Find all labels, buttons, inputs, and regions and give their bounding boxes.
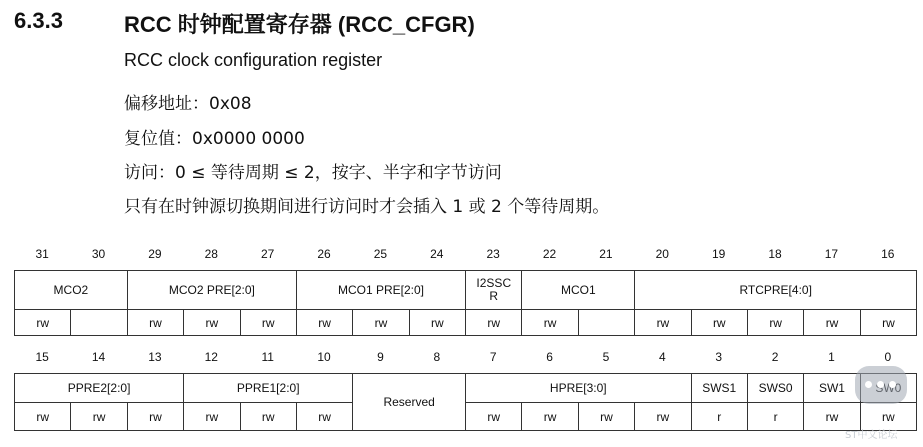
watermark-caption: ST中文论坛 xyxy=(845,430,898,441)
access-cell: rw xyxy=(15,403,71,431)
field-cell: MCO1 PRE[2:0] xyxy=(296,271,465,310)
bit-number: 1 xyxy=(828,350,835,364)
bit-number: 0 xyxy=(884,350,892,364)
access-cell: rw xyxy=(466,403,522,431)
bit-number: 18 xyxy=(768,247,782,261)
access-cell: rw xyxy=(804,403,860,431)
bit-number: 9 xyxy=(377,350,384,364)
field-cell: SWS1 xyxy=(691,374,747,403)
access-cell: rw xyxy=(466,310,522,336)
bit-number: 25 xyxy=(373,247,388,261)
access-cell: rw xyxy=(747,310,803,336)
offset-address-line: 偏移地址：0x08 xyxy=(124,94,252,114)
access-cell: rw xyxy=(522,403,578,431)
access-cell: rw xyxy=(409,310,465,336)
bit-number: 19 xyxy=(712,247,726,261)
field-cell: SW1 xyxy=(804,374,860,403)
lower-field-row xyxy=(15,374,917,403)
access-cell: rw xyxy=(804,310,860,336)
access-cell: rw xyxy=(15,310,71,336)
field-cell: MCO2 PRE[2:0] xyxy=(127,271,296,310)
access-cell: rw xyxy=(635,310,691,336)
access-cell: rw xyxy=(522,310,578,336)
upper-access-row xyxy=(15,310,917,336)
field-cell: PPRE2[2:0] xyxy=(15,374,184,403)
bit-number: 16 xyxy=(881,247,895,261)
access-cell: rw xyxy=(71,403,127,431)
access-cell: r xyxy=(747,403,803,431)
field-cell: I2SSC R xyxy=(466,271,522,310)
field-cell: Reserved xyxy=(353,374,466,431)
bit-number: 12 xyxy=(204,350,218,364)
bit-number: 7 xyxy=(489,350,497,364)
bit-number: 27 xyxy=(261,247,275,261)
access-cell: r xyxy=(691,403,747,431)
access-cell: rw xyxy=(691,310,747,336)
access-cell: rw xyxy=(184,310,240,336)
bit-number: 28 xyxy=(204,247,218,261)
access-cell xyxy=(578,310,634,336)
access-cell: rw xyxy=(240,310,296,336)
section-number: 6.3.3 xyxy=(14,8,63,33)
bit-number: 20 xyxy=(655,247,669,261)
bit-number: 24 xyxy=(430,247,444,261)
bit-number: 6 xyxy=(546,350,553,364)
lower-access-row xyxy=(15,403,917,431)
field-cell: RTCPRE[4:0] xyxy=(635,271,917,310)
bit-number: 3 xyxy=(715,350,723,364)
register-table-lower xyxy=(14,373,917,431)
bit-number: 23 xyxy=(486,247,500,261)
section-title: RCC 时钟配置寄存器 (RCC_CFGR) xyxy=(124,12,475,37)
access-cell: rw xyxy=(635,403,691,431)
upper-field-row xyxy=(15,271,917,310)
reset-value-line: 复位值：0x0000 0000 xyxy=(124,129,305,149)
field-cell: MCO2 xyxy=(15,271,128,310)
wait-state-note: 只有在时钟源切换期间进行访问时才会插入 1 或 2 个等待周期。 xyxy=(124,197,610,217)
access-line: 访问：0 ≤ 等待周期 ≤ 2，按字、半字和字节访问 xyxy=(124,163,502,183)
bit-number: 15 xyxy=(35,350,49,364)
access-cell: rw xyxy=(860,310,916,336)
field-cell: PPRE1[2:0] xyxy=(184,374,353,403)
bit-number: 8 xyxy=(433,350,441,364)
bit-number: 14 xyxy=(91,350,106,364)
bit-number: 30 xyxy=(91,247,106,261)
access-cell: rw xyxy=(296,403,352,431)
access-cell: rw xyxy=(127,310,183,336)
bit-number: 31 xyxy=(35,247,49,261)
field-cell: HPRE[3:0] xyxy=(466,374,692,403)
field-cell: SWS0 xyxy=(747,374,803,403)
bit-number: 4 xyxy=(658,350,666,364)
bit-number: 11 xyxy=(261,350,274,364)
chat-bubble-icon xyxy=(855,366,907,404)
access-cell: rw xyxy=(296,310,352,336)
access-cell: rw xyxy=(860,403,916,431)
access-cell: rw xyxy=(353,310,409,336)
bit-number: 17 xyxy=(824,247,839,261)
bit-number: 21 xyxy=(599,247,613,261)
bit-number: 26 xyxy=(317,247,331,261)
bit-number: 10 xyxy=(317,350,331,364)
forum-watermark xyxy=(845,366,913,441)
access-cell: rw xyxy=(578,403,634,431)
bit-number: 2 xyxy=(771,350,779,364)
access-cell xyxy=(71,310,127,336)
access-cell: rw xyxy=(127,403,183,431)
register-table-upper xyxy=(14,270,917,336)
bit-number: 5 xyxy=(602,350,610,364)
bit-number: 13 xyxy=(148,350,162,364)
access-cell: rw xyxy=(240,403,296,431)
register-english-name: RCC clock configuration register xyxy=(124,50,383,70)
bit-number: 29 xyxy=(148,247,162,261)
access-cell: rw xyxy=(184,403,240,431)
bit-number: 22 xyxy=(542,247,557,261)
field-cell: MCO1 xyxy=(522,271,635,310)
